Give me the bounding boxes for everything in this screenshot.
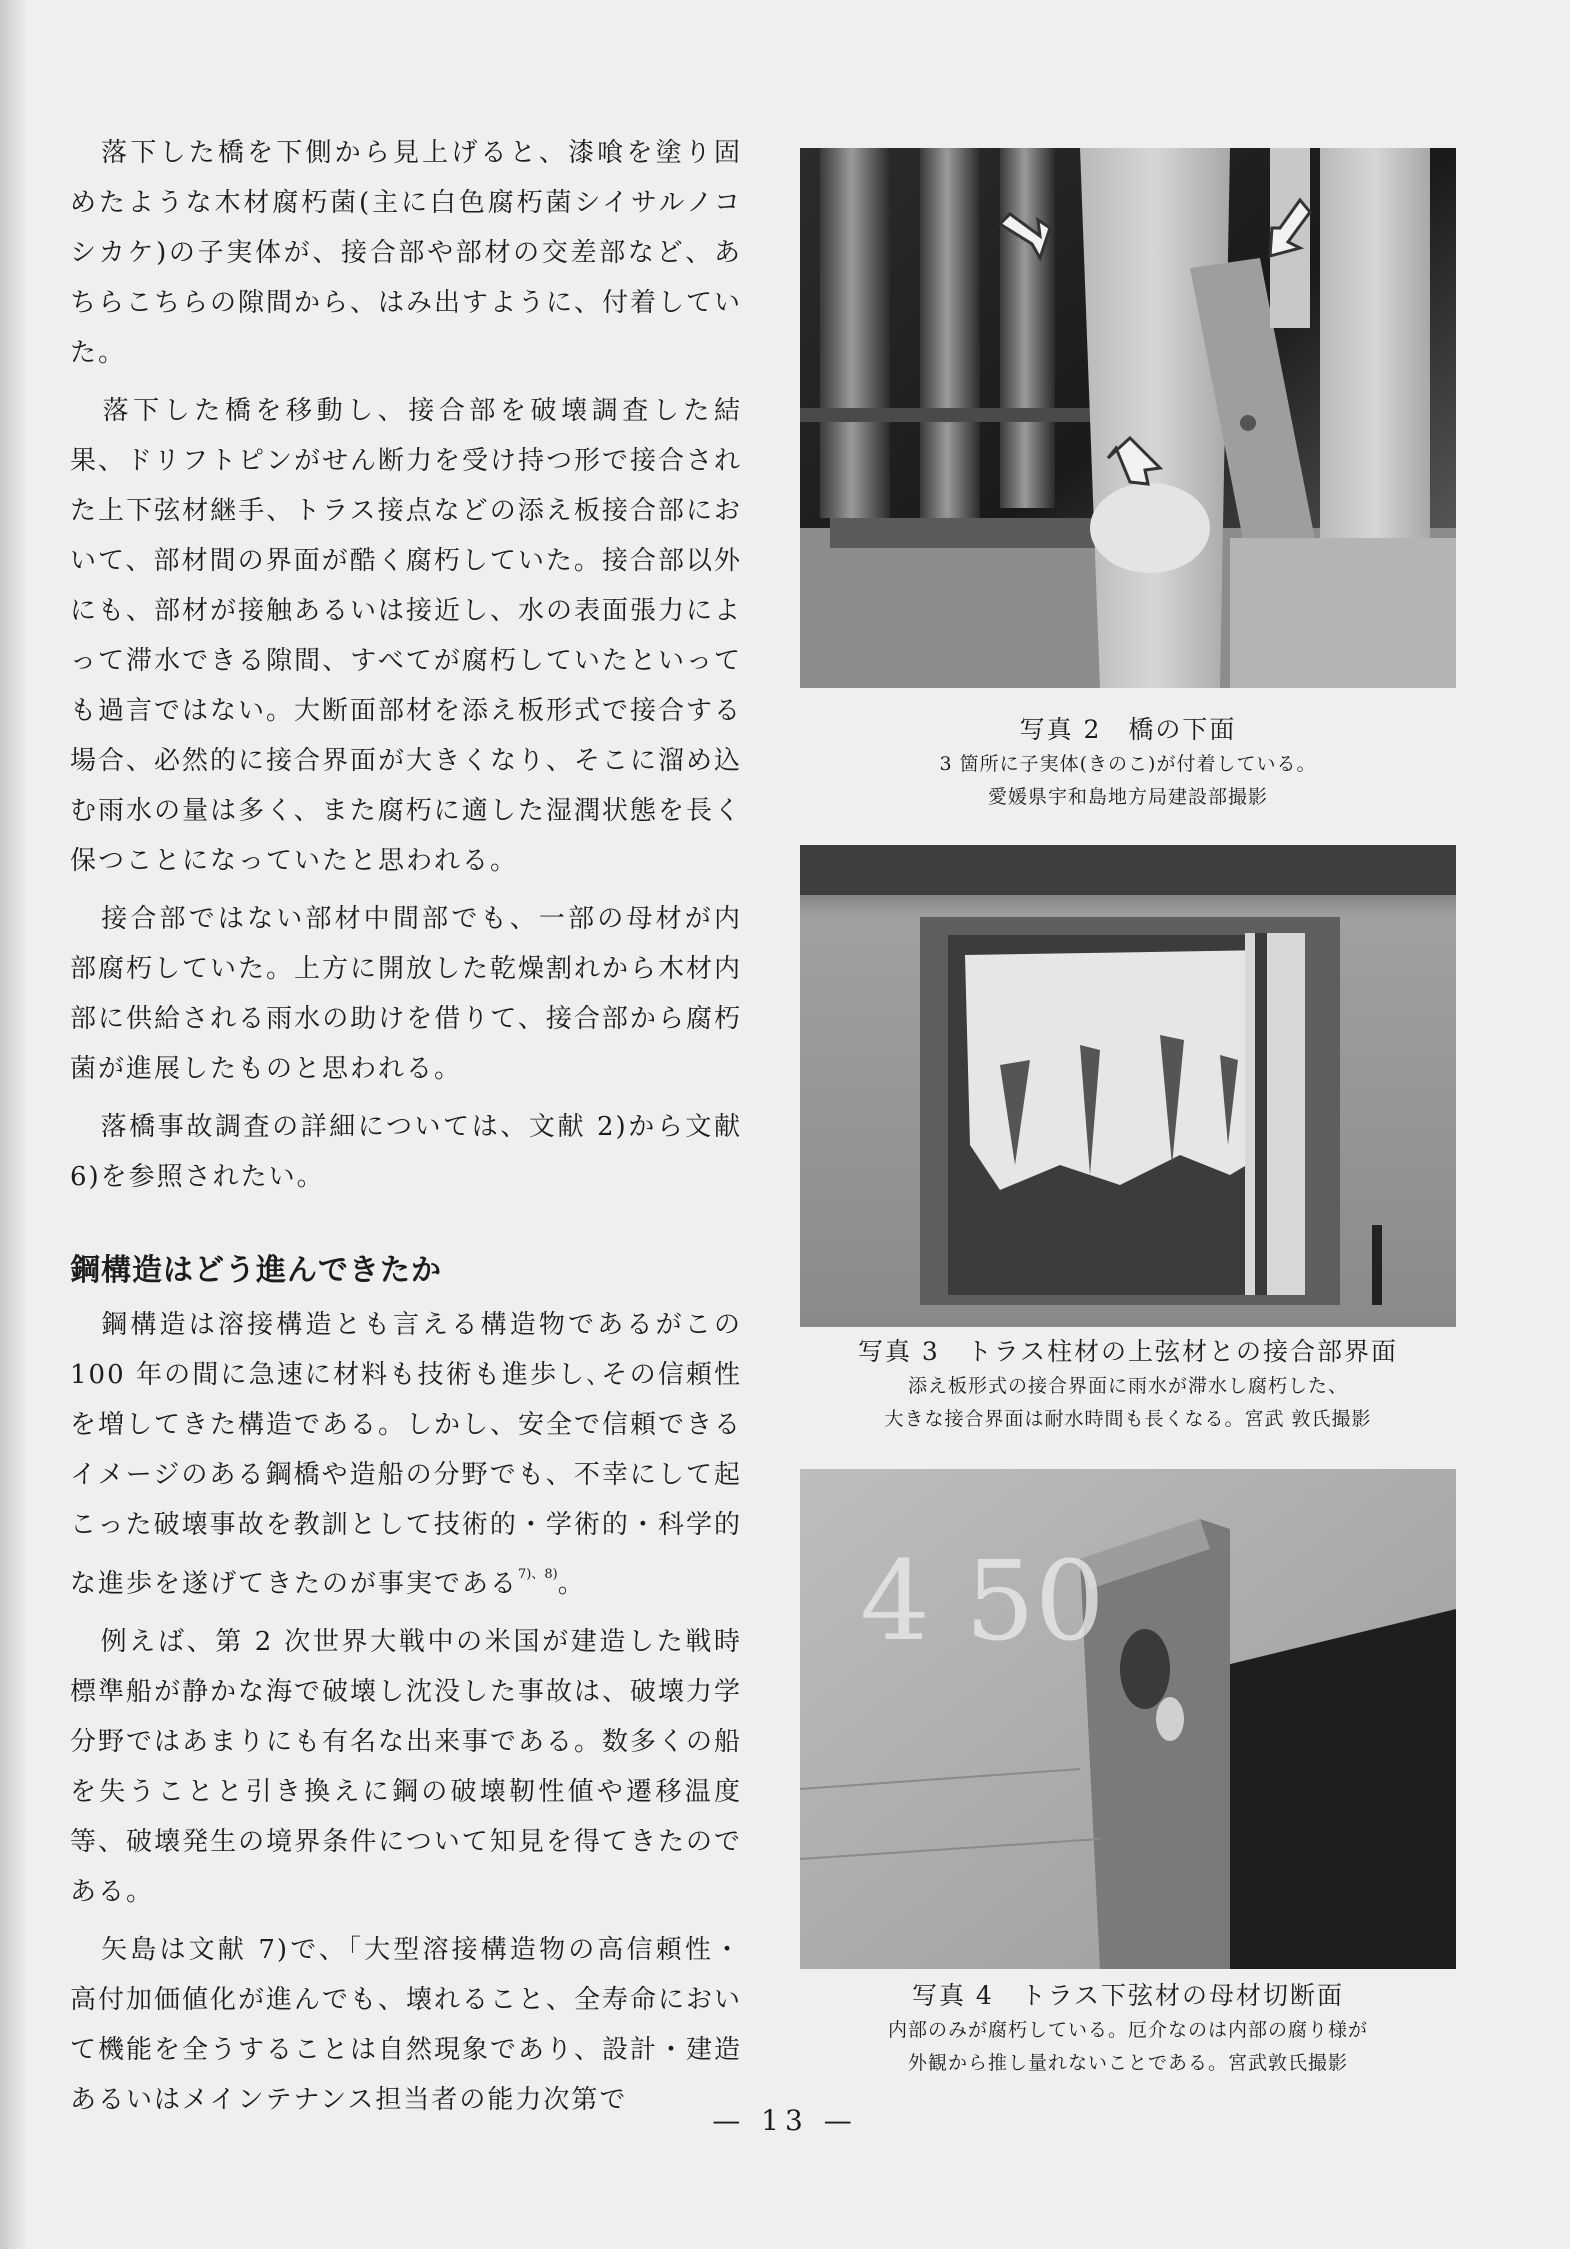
photo-4-caption xyxy=(800,1978,1456,2080)
paragraph-3: 接合部ではない部材中間部でも、一部の母材が内部腐朽していた。上方に開放した乾燥割れから木材内部に供給される雨水の助けを借りて、接合部から腐朽菌が進展したものと思われる。 xyxy=(70,904,743,1084)
photo-3-line-1: 添え板形式の接合界面に雨水が滞水し腐朽した、 xyxy=(907,1375,1348,1397)
paragraph-5: 鋼構造は溶接構造とも言える構造物であるがこの 100 年の間に急速に材料も技術も進歩し､その信頼性を増してきた構造である。しかし、安全で信頼できるイメージのある鋼橋や造船の分野でも、不幸にして起こった破壊事故を教訓として技術的・学術的・科学的な進歩を遂げてきたのが事実である$^{7)、8)}$。 xyxy=(70,1310,743,1599)
reference-superscript: 7)、8) xyxy=(518,1567,558,1582)
paragraph-7: 矢島は文献 7)で、「大型溶接構造物の高信頼性・高付加価値化が進んでも、壊れること、全寿命において機能を全うすることは自然現象であり、設計・建造あるいはメインテナンス担当者の能力次第で xyxy=(70,1935,743,2115)
photo-2-caption xyxy=(800,712,1456,814)
body-text-column xyxy=(70,128,742,2133)
paragraph-6: 例えば、第 2 次世界大戦中の米国が建造した戦時標準船が静かな海で破壊し沈没した事故は、破壊力学分野ではあまりにも有名な出来事である。数多くの船を失うことと引き換えに鋼の破壊靭性値や遷移温度等、破壊発生の境界条件について知見を得てきたのである。 xyxy=(70,1627,743,1907)
photo-2-title: 写真 2 橋の下面 xyxy=(1019,715,1237,744)
page-edge-shadow xyxy=(0,0,28,2249)
photo-3-title: 写真 3 トラス柱材の上弦材との接合部界面 xyxy=(857,1337,1399,1366)
photo-3-line-2: 大きな接合界面は耐水時間も長くなる。宮武 敦氏撮影 xyxy=(884,1408,1372,1430)
photo-4-title: 写真 4 トラス下弦材の母材切断面 xyxy=(911,1981,1345,2010)
photo-4-line-1: 内部のみが腐朽している。厄介なのは内部の腐り様が xyxy=(887,2019,1368,2041)
photo-2-line-2: 愛媛県宇和島地方局建設部撮影 xyxy=(987,786,1268,808)
photo-3-caption xyxy=(800,1334,1456,1436)
photo-bridge-underside xyxy=(800,148,1456,688)
paragraph-1: 落下した橋を下側から見上げると、漆喰を塗り固めたような木材腐朽菌(主に白色腐朽菌シイサルノコシカケ)の子実体が、接合部や部材の交差部など、あちらこちらの隙間から、はみ出すように、付着していた。 xyxy=(70,138,743,368)
photo-4-chalk-marking: 4 50 xyxy=(860,1537,1105,1665)
paragraph-4: 落橋事故調査の詳細については、文献 2)から文献6)を参照されたい。 xyxy=(70,1112,742,1192)
photo-4-line-2: 外観から推し量れないことである。宮武敦氏撮影 xyxy=(907,2052,1348,2074)
photo-2-line-1: 3 箇所に子実体(きのこ)が付着している。 xyxy=(939,753,1317,775)
section-heading: 鋼構造はどう進んできたか xyxy=(70,1253,442,1288)
page-number: — 13 — xyxy=(712,2104,858,2137)
paragraph-2: 落下した橋を移動し、接合部を破壊調査した結果、ドリフトピンがせん断力を受け持つ形で接合された上下弦材継手、トラス接点などの添え板接合部において、部材間の界面が酷く腐朽していた。接合部以外にも、部材が接触あるいは接近し、水の表面張力によって滞水できる隙間、すべてが腐朽していたといっても過言ではない。大断面部材を添え板形式で接合する場合、必然的に接合界面が大きくなり、そこに溜め込む雨水の量は多く、また腐朽に適した湿潤状態を長く保つことになっていたと思われる。 xyxy=(70,396,743,876)
photo-chord-cross-section xyxy=(800,1469,1456,1969)
photo-joint-interface xyxy=(800,845,1456,1327)
